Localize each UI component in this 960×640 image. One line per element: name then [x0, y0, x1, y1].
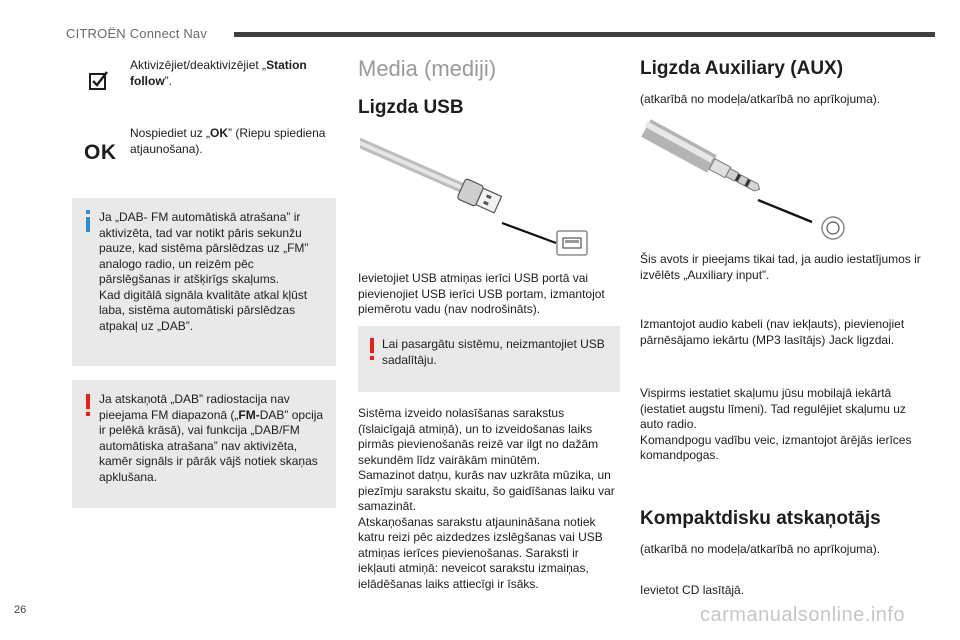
row1-text: Aktivizējiet/deaktivizējiet „: [130, 58, 267, 72]
aux-jack-illustration: [640, 118, 870, 246]
cd-sub-block: [640, 542, 930, 558]
cd-p1-block: [640, 583, 930, 599]
row2-text: Nospiediet uz „: [130, 126, 211, 140]
station-follow-row: [130, 58, 320, 89]
warning-text-end: DAB” opcija ir pelēkā krāsā), vai funkcija „DAB/FM automātiska atrašana” nav aktivizēta, kamēr signāls ir pārāk vājš notiek skaņas apklušana.: [99, 407, 324, 484]
info-note-text: Ja „DAB- FM automātiskā atrašana” ir aktivizēta, tad var notikt pāris sekunžu pauze, kad sistēma pārslēdzas uz „FM” analogo radio, un reizēm pēc pārslēgšanas ir atšķirīgs skaļums. Kad digitālā signāla kvalitāte atkal kļūst laba, sistēma automātiski pārslēdzas atpakaļ uz „DAB”.: [99, 210, 309, 333]
warning-bold: FM-: [238, 407, 260, 422]
aux-p2: Izmantojot audio kabeli (nav iekļauts), pievienojiet pārnēsājamo iekārtu (MP3 lasītājs) Jack ligzdai.: [640, 317, 905, 347]
warning-note: [72, 380, 336, 508]
row1-bold: Station follow: [130, 58, 307, 88]
aux-sub-block: [640, 92, 930, 108]
usb-text: Ievietojiet USB atmiņas ierīci USB portā vai pievienojiet USB ierīci USB portam, izmantojot piemērotu vadu (nav nodrošināts).: [358, 271, 605, 316]
info-icon: [84, 210, 92, 232]
cd-p1: Ievietot CD lasītājā.: [640, 583, 745, 597]
usb-warning-note: [358, 326, 620, 392]
ok-icon: OK: [84, 141, 117, 164]
checkbox-check-icon: [89, 70, 109, 90]
section-title-media: Media (mediji): [358, 56, 497, 81]
running-header: CITROËN Connect Nav: [66, 26, 208, 41]
watermark: carmanualsonline.info: [700, 604, 906, 626]
row1-text-end: ”.: [164, 73, 173, 88]
usb-heading: Ligzda USB: [358, 97, 464, 118]
warning-icon: [368, 338, 376, 360]
aux-p3: Vispirms iestatiet skaļumu jūsu mobilajā iekārtā (iestatiet augstu līmeni). Tad regulējiet skaļumu uz auto radio. Komandpogu vadību veic, izmantojot ārējās ierīces komandpogas.: [640, 386, 912, 462]
warning-note-text: [99, 392, 326, 485]
usb-list-block: [358, 406, 616, 592]
usb-warning-text: Lai pasargātu sistēmu, neizmantojiet USB sadalītāju.: [382, 337, 605, 367]
usb-text-block: [358, 271, 608, 318]
row2-bold: OK: [210, 126, 229, 140]
warning-icon: [84, 394, 92, 416]
row2-text-end: ” (Riepu spiediena atjaunošana).: [130, 126, 326, 156]
cd-sub: (atkarībā no modeļa/atkarībā no aprīkojuma).: [640, 542, 881, 556]
aux-p3-block: [640, 386, 930, 464]
header-rule: [234, 32, 935, 37]
usb-plug-illustration: [360, 135, 590, 260]
warning-text: Ja atskaņotā „DAB” radiostacija nav pieejama FM diapazonā („: [99, 392, 290, 422]
aux-sub: (atkarībā no modeļa/atkarībā no aprīkojuma).: [640, 92, 881, 106]
info-note: [72, 198, 336, 366]
usb-list-text: Sistēma izveido nolasīšanas sarakstus (īslaicīgajā atmiņā), un to izveidošanas laiks pirmās pievienošanās reizē var ilgt no dažām sekundēm līdz vairākām minūtēm. Samazinot datņu, kurās nav uzkrāta mūzika, un piezīmju sarakstu skaitu, šo gaidīšanas laiku var samazināt. Atskaņošanas sarakstu atjaunināšana notiek katru reizi pēc aizdedzes izslēgšanas vai USB atmiņas ierīces pievienošanas. Saraksti ir iekļauti atmiņā: neveicot sarakstu izmaiņas, ielādēšanas laiks attiecīgi ir īsāks.: [358, 406, 615, 591]
aux-p2-block: [640, 317, 930, 348]
ok-row: [130, 126, 330, 157]
cd-heading: Kompaktdisku atskaņotājs: [640, 508, 881, 529]
aux-heading: Ligzda Auxiliary (AUX): [640, 58, 844, 79]
aux-p1-block: [640, 252, 930, 283]
page-number: 26: [14, 604, 27, 616]
aux-p1: Šis avots ir pieejams tikai tad, ja audio iestatījumos ir izvēlēts „Auxiliary input”.: [640, 252, 921, 282]
